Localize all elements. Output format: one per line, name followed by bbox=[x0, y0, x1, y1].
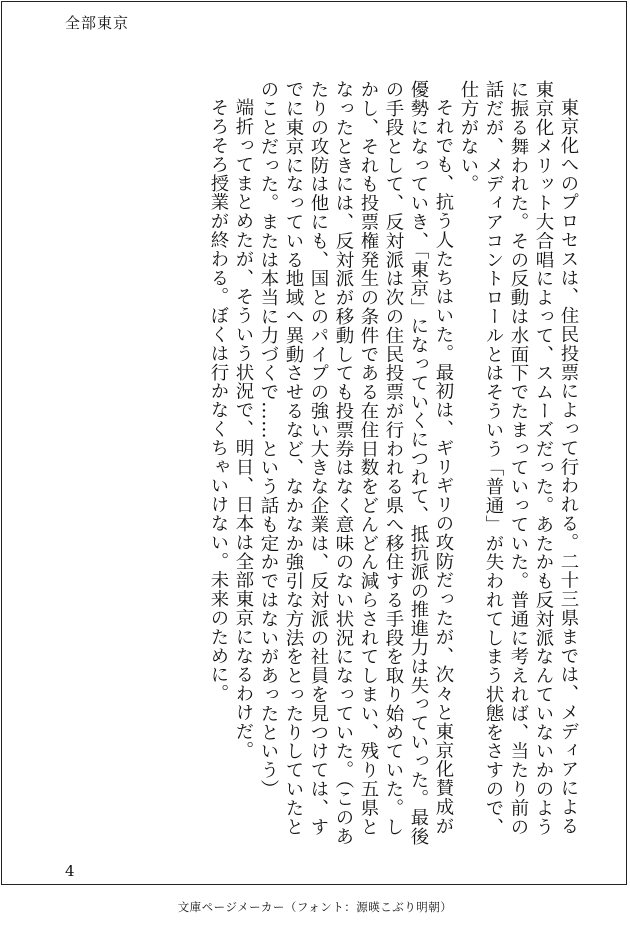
running-header: 全部東京 bbox=[65, 14, 130, 32]
paragraph: それでも、抗う人たちはいた。最初は、ギリギリの攻防だったが、次々と東京化賛成が優勢になっていき、「東京」になっていくにつれて、抵抗派の推進力は失っていった。最後の手段として、反対派は次の住民投票が行われる県へ移住する手段を取り始めていた。しかし、それも投票権発生の条件である在住日数をどんどん減らされてしまい、残り五県となったときには、反対派が移動しても投票券はなく意味のない状況になっていた。（このあたりの攻防は他にも、国とのパイプの強い大きな企業は、反対派の社員を見つけては、すでに東京になっている地域へ異動させるなど、なかなか強引な方法をとったりしていたとのことだった。または本当に力づくで……という話も定かではないがあったという） bbox=[258, 80, 454, 846]
page-number: 4 bbox=[65, 862, 75, 880]
paragraph: 端折ってまとめたが、そういう状況で、明日、日本は全部東京になるわけだ。 bbox=[233, 98, 254, 760]
body-text bbox=[206, 80, 581, 850]
paragraph: そろそろ授業が終わる。ぼくは行かなくちゃいけない。未来のために。 bbox=[208, 98, 229, 704]
book-page bbox=[1, 1, 627, 885]
footer-credit: 文庫ページメーカー（フォント：源暎こぶり明朝） bbox=[177, 900, 453, 914]
paragraph: 東京化へのプロセスは、住民投票によって行われる。二十三県までは、メディアによる東京化メリット大合唱によって、スムーズだった。あたかも反対派なんていないかのように振る舞われた。その反動は水面下でたまっていっていた。普通に考えれば、当たり前の話だが、メディアコントロールとはそういう「普通」が失われてしまう状態をさすので、仕方がない。 bbox=[458, 80, 579, 836]
